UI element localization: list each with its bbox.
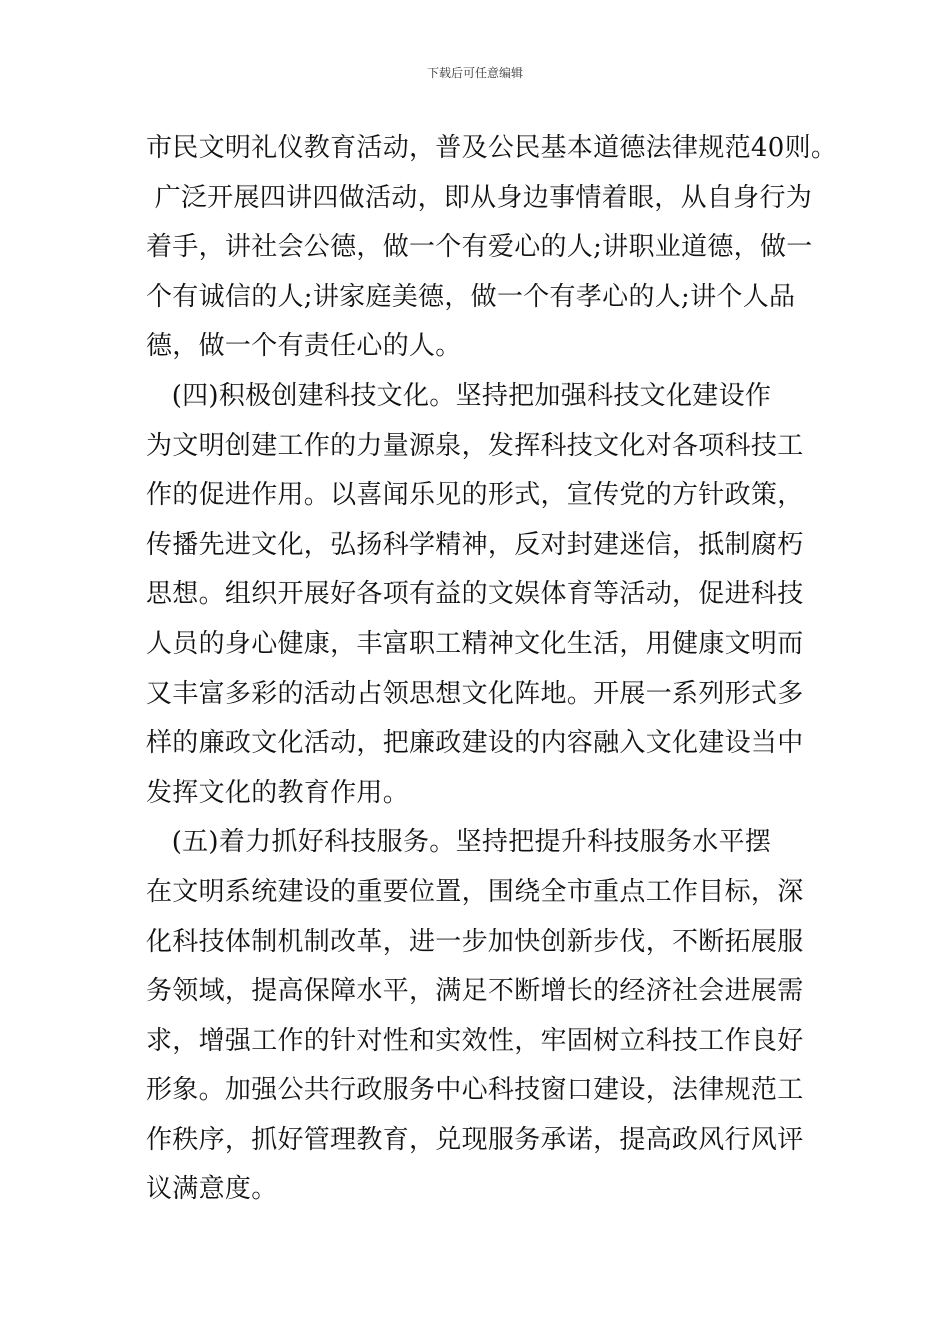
text-line: 传播先进文化，弘扬科学精神，反对封建迷信，抵制腐朽 [146, 529, 804, 560]
text-line: 在文明系统建设的重要位置，围绕全市重点工作目标，深 [146, 876, 804, 907]
text-line: 样的廉政文化活动，把廉政建设的内容融入文化建设当中 [146, 728, 804, 759]
text-line: 作秩序，抓好管理教育，兑现服务承诺，提高政风行风评 [146, 1124, 804, 1155]
text-line: 市民文明礼仪教育活动，普及公民基本道德法律规范40则。 [146, 133, 838, 163]
document-body [146, 124, 838, 1215]
text-line: (五)着力抓好科技服务。坚持把提升科技服务水平摆 [146, 827, 772, 858]
text-line: 求，增强工作的针对性和实效性，牢固树立科技工作良好 [146, 1025, 804, 1056]
text-line: 为文明创建工作的力量源泉，发挥科技文化对各项科技工 [146, 430, 804, 461]
text-line: (四)积极创建科技文化。坚持把加强科技文化建设作 [146, 380, 772, 411]
text-line: 人员的身心健康，丰富职工精神文化生活，用健康文明而 [146, 628, 804, 659]
text-line: 议满意度。 [146, 1174, 278, 1205]
text-line: 广泛开展四讲四做活动，即从身边事情着眼，从自身行为 [146, 182, 813, 213]
text-line: 个有诚信的人;讲家庭美德，做一个有孝心的人;讲个人品 [146, 281, 796, 312]
text-line: 着手，讲社会公德，做一个有爱心的人;讲职业道德，做一 [146, 232, 813, 263]
text-line: 作的促进作用。以喜闻乐见的形式，宣传党的方针政策， [146, 480, 804, 511]
text-line: 德，做一个有责任心的人。 [146, 331, 462, 362]
text-line: 发挥文化的教育作用。 [146, 777, 410, 808]
page-header: 下载后可任意编辑 [426, 66, 523, 80]
text-line: 思想。组织开展好各项有益的文娱体育等活动，促进科技 [146, 579, 804, 610]
text-line: 化科技体制机制改革，进一步加快创新步伐，不断拓展服 [146, 926, 804, 957]
text-line: 又丰富多彩的活动占领思想文化阵地。开展一系列形式多 [146, 678, 804, 709]
text-line: 形象。加强公共行政服务中心科技窗口建设，法律规范工 [146, 1075, 804, 1106]
text-line: 务领域，提高保障水平，满足不断增长的经济社会进展需 [146, 976, 804, 1007]
